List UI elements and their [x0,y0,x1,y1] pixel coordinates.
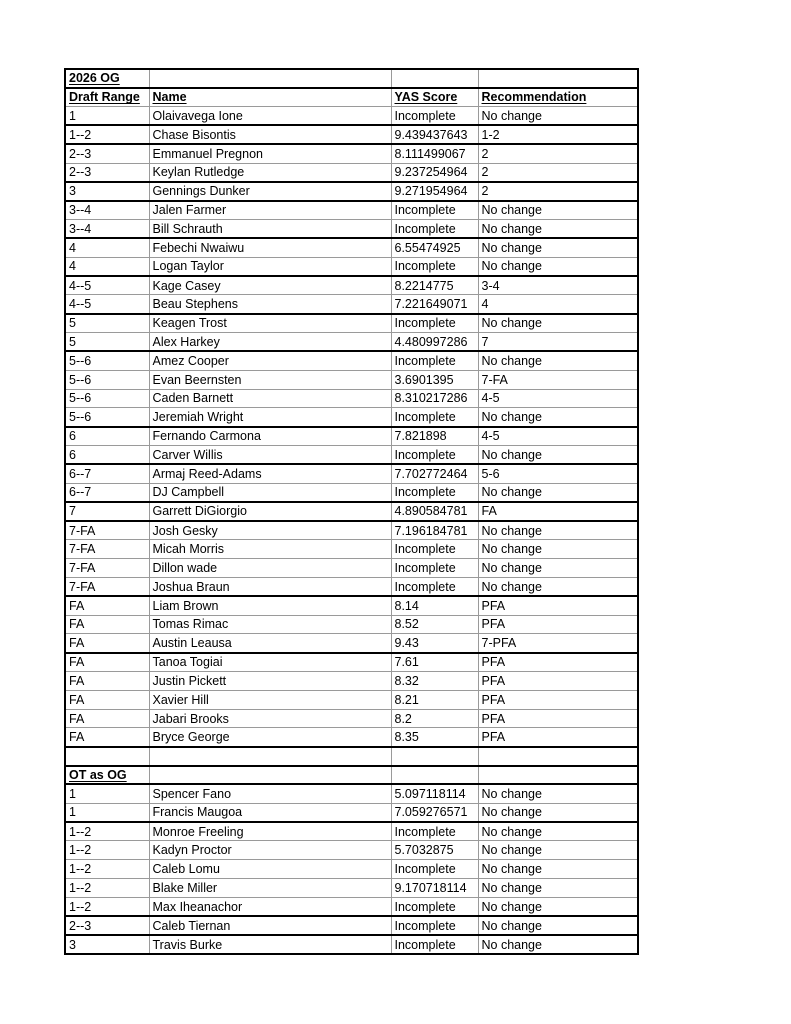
cell-name [149,766,391,785]
cell-yas-score: Incomplete [391,916,478,935]
cell-name: Carver Willis [149,446,391,465]
cell-yas-score: Incomplete [391,314,478,333]
cell-recommendation: PFA [478,728,638,747]
cell-name: Logan Taylor [149,257,391,276]
cell-recommendation [478,747,638,766]
cell-name: DJ Campbell [149,483,391,502]
cell-draft-range: 5 [65,333,149,352]
cell-recommendation: 7-FA [478,370,638,389]
cell-recommendation: 4-5 [478,427,638,446]
cell-draft-range: 1--2 [65,822,149,841]
table-row [65,446,638,465]
cell-name: Jabari Brooks [149,709,391,728]
table-row [65,464,638,483]
cell-draft-range: 4 [65,238,149,257]
cell-name: Micah Morris [149,540,391,559]
cell-name: Liam Brown [149,596,391,615]
cell-name: Evan Beernsten [149,370,391,389]
cell-yas-score: 8.2214775 [391,276,478,295]
table-body [65,69,638,954]
cell-draft-range: 5--6 [65,389,149,408]
cell-recommendation: PFA [478,690,638,709]
cell-recommendation: 7 [478,333,638,352]
cell-name: Francis Maugoa [149,803,391,822]
table-row [65,540,638,559]
cell-yas-score: Incomplete [391,577,478,596]
cell-draft-range: 1 [65,784,149,803]
cell-draft-range: 3--4 [65,201,149,220]
cell-name: Austin Leausa [149,634,391,653]
cell-draft-range: 1--2 [65,125,149,144]
cell-draft-range: 6--7 [65,464,149,483]
cell-draft-range: FA [65,728,149,747]
section-title-cell: 2026 OG [65,69,149,88]
cell-draft-range: 4 [65,257,149,276]
table-row [65,370,638,389]
cell-draft-range: FA [65,634,149,653]
cell-name: Beau Stephens [149,295,391,314]
column-header-yas-score: YAS Score [391,88,478,107]
table-row [65,803,638,822]
cell-yas-score: 9.170718114 [391,879,478,898]
cell-draft-range: 6 [65,427,149,446]
cell-recommendation: No change [478,351,638,370]
cell-name: Olaivavega Ione [149,107,391,126]
cell-yas-score: 7.821898 [391,427,478,446]
cell-yas-score: Incomplete [391,540,478,559]
cell-name: Dillon wade [149,559,391,578]
cell-recommendation: No change [478,540,638,559]
table-row [65,427,638,446]
table-row [65,897,638,916]
cell-recommendation: 4-5 [478,389,638,408]
table-row [65,615,638,634]
cell-name: Caleb Tiernan [149,916,391,935]
cell-name: Alex Harkey [149,333,391,352]
table-row [65,201,638,220]
cell-yas-score: 7.61 [391,653,478,672]
cell-draft-range: 3--4 [65,220,149,239]
cell-recommendation: No change [478,822,638,841]
cell-recommendation: 5-6 [478,464,638,483]
cell-yas-score: 8.310217286 [391,389,478,408]
table-row [65,784,638,803]
cell-draft-range: 4--5 [65,295,149,314]
cell-name: Joshua Braun [149,577,391,596]
cell-name: Jalen Farmer [149,201,391,220]
table-row [65,634,638,653]
cell-yas-score: Incomplete [391,408,478,427]
cell-name [149,69,391,88]
cell-draft-range: 4--5 [65,276,149,295]
table-row [65,596,638,615]
table-row [65,144,638,163]
cell-recommendation: No change [478,559,638,578]
cell-yas-score: Incomplete [391,483,478,502]
cell-recommendation [478,69,638,88]
cell-draft-range: 7 [65,502,149,521]
cell-yas-score: 4.890584781 [391,502,478,521]
cell-recommendation: No change [478,220,638,239]
table-row [65,314,638,333]
cell-yas-score: Incomplete [391,935,478,954]
cell-recommendation: No change [478,784,638,803]
cell-yas-score: 8.2 [391,709,478,728]
cell-yas-score: 9.439437643 [391,125,478,144]
cell-yas-score: Incomplete [391,446,478,465]
table-row [65,577,638,596]
cell-name: Armaj Reed-Adams [149,464,391,483]
cell-yas-score: Incomplete [391,897,478,916]
cell-draft-range: 5--6 [65,408,149,427]
cell-recommendation: No change [478,803,638,822]
table-row [65,841,638,860]
table-row [65,257,638,276]
table-row [65,653,638,672]
cell-name: Chase Bisontis [149,125,391,144]
cell-recommendation: No change [478,408,638,427]
cell-yas-score: Incomplete [391,107,478,126]
cell-name: Febechi Nwaiwu [149,238,391,257]
table-row [65,822,638,841]
table-row [65,690,638,709]
cell-name: Bill Schrauth [149,220,391,239]
cell-yas-score: 7.059276571 [391,803,478,822]
cell-yas-score: 8.52 [391,615,478,634]
cell-yas-score: Incomplete [391,559,478,578]
cell-name: Emmanuel Pregnon [149,144,391,163]
cell-recommendation: No change [478,935,638,954]
cell-draft-range: 6--7 [65,483,149,502]
cell-name: Josh Gesky [149,521,391,540]
cell-recommendation: PFA [478,653,638,672]
cell-draft-range: FA [65,615,149,634]
cell-recommendation: FA [478,502,638,521]
cell-recommendation: 1-2 [478,125,638,144]
table-row [65,879,638,898]
cell-recommendation: No change [478,897,638,916]
table-row [65,163,638,182]
cell-name: Jeremiah Wright [149,408,391,427]
cell-name: Travis Burke [149,935,391,954]
cell-name: Spencer Fano [149,784,391,803]
cell-draft-range: 6 [65,446,149,465]
cell-draft-range: 3 [65,182,149,201]
table-row [65,860,638,879]
table-row [65,333,638,352]
cell-recommendation: 3-4 [478,276,638,295]
cell-yas-score [391,69,478,88]
cell-recommendation: 2 [478,163,638,182]
cell-draft-range: 7-FA [65,577,149,596]
cell-name: Garrett DiGiorgio [149,502,391,521]
cell-draft-range [65,747,149,766]
cell-name: Tanoa Togiai [149,653,391,672]
cell-recommendation: 2 [478,182,638,201]
cell-yas-score: 9.271954964 [391,182,478,201]
cell-recommendation: No change [478,916,638,935]
cell-recommendation: No change [478,483,638,502]
cell-draft-range: FA [65,709,149,728]
cell-name: Keagen Trost [149,314,391,333]
cell-name: Tomas Rimac [149,615,391,634]
cell-yas-score: Incomplete [391,822,478,841]
cell-recommendation: 7-PFA [478,634,638,653]
column-header-row [65,88,638,107]
cell-name [149,747,391,766]
cell-draft-range: 1--2 [65,860,149,879]
cell-recommendation: No change [478,238,638,257]
table-row [65,220,638,239]
cell-draft-range: 7-FA [65,521,149,540]
cell-yas-score: 9.43 [391,634,478,653]
cell-name: Caden Barnett [149,389,391,408]
cell-draft-range: 1 [65,107,149,126]
cell-draft-range: 5--6 [65,370,149,389]
table-row [65,483,638,502]
cell-name: Blake Miller [149,879,391,898]
cell-recommendation: No change [478,446,638,465]
cell-name: Monroe Freeling [149,822,391,841]
cell-recommendation: No change [478,107,638,126]
column-header-name: Name [149,88,391,107]
column-header-draft-range: Draft Range [65,88,149,107]
cell-recommendation: No change [478,201,638,220]
cell-yas-score: 3.6901395 [391,370,478,389]
table-row [65,672,638,691]
cell-recommendation: PFA [478,615,638,634]
cell-name: Kadyn Proctor [149,841,391,860]
cell-draft-range: FA [65,690,149,709]
cell-recommendation: No change [478,257,638,276]
cell-name: Bryce George [149,728,391,747]
table-row [65,502,638,521]
draft-range-table [64,68,639,955]
cell-name: Amez Cooper [149,351,391,370]
cell-name: Fernando Carmona [149,427,391,446]
cell-yas-score: 8.14 [391,596,478,615]
cell-recommendation: No change [478,879,638,898]
cell-draft-range: 5 [65,314,149,333]
cell-recommendation: No change [478,577,638,596]
cell-yas-score: 7.702772464 [391,464,478,483]
cell-yas-score: 8.35 [391,728,478,747]
cell-draft-range: 7-FA [65,540,149,559]
cell-draft-range: 3 [65,935,149,954]
cell-yas-score: 6.55474925 [391,238,478,257]
cell-recommendation: No change [478,860,638,879]
table-row [65,408,638,427]
cell-name: Xavier Hill [149,690,391,709]
cell-name: Justin Pickett [149,672,391,691]
cell-draft-range: 1--2 [65,879,149,898]
cell-yas-score: Incomplete [391,220,478,239]
cell-draft-range: 1--2 [65,897,149,916]
cell-draft-range: 2--3 [65,163,149,182]
cell-recommendation: PFA [478,596,638,615]
cell-yas-score: 8.21 [391,690,478,709]
cell-draft-range: 2--3 [65,144,149,163]
table-row [65,107,638,126]
table-row [65,709,638,728]
table-row [65,182,638,201]
cell-name: Max Iheanachor [149,897,391,916]
empty-row [65,747,638,766]
cell-recommendation: No change [478,521,638,540]
cell-draft-range: 2--3 [65,916,149,935]
cell-draft-range: FA [65,672,149,691]
cell-yas-score: 8.111499067 [391,144,478,163]
cell-draft-range: 5--6 [65,351,149,370]
section-title-row [65,766,638,785]
table-row [65,935,638,954]
cell-yas-score: Incomplete [391,351,478,370]
table-row [65,728,638,747]
cell-yas-score: Incomplete [391,201,478,220]
table-row [65,276,638,295]
cell-name: Keylan Rutledge [149,163,391,182]
cell-draft-range: 7-FA [65,559,149,578]
cell-name: Gennings Dunker [149,182,391,201]
cell-recommendation: No change [478,841,638,860]
cell-draft-range: 1 [65,803,149,822]
cell-yas-score: Incomplete [391,257,478,276]
cell-yas-score: 4.480997286 [391,333,478,352]
table-row [65,351,638,370]
cell-yas-score: 7.196184781 [391,521,478,540]
cell-recommendation: PFA [478,709,638,728]
cell-yas-score: 8.32 [391,672,478,691]
cell-name: Kage Casey [149,276,391,295]
cell-yas-score [391,747,478,766]
cell-draft-range: FA [65,596,149,615]
cell-yas-score: 5.7032875 [391,841,478,860]
cell-recommendation: PFA [478,672,638,691]
cell-name: Caleb Lomu [149,860,391,879]
cell-yas-score: 5.097118114 [391,784,478,803]
table-row [65,125,638,144]
cell-yas-score [391,766,478,785]
cell-yas-score: 9.237254964 [391,163,478,182]
cell-draft-range: 1--2 [65,841,149,860]
table-row [65,916,638,935]
cell-recommendation: 4 [478,295,638,314]
table-row [65,521,638,540]
table-row [65,295,638,314]
cell-recommendation [478,766,638,785]
column-header-recommendation: Recommendation [478,88,638,107]
table-row [65,559,638,578]
cell-yas-score: Incomplete [391,860,478,879]
cell-yas-score: 7.221649071 [391,295,478,314]
table-row [65,389,638,408]
table-row [65,238,638,257]
cell-recommendation: 2 [478,144,638,163]
section-title-row [65,69,638,88]
cell-recommendation: No change [478,314,638,333]
cell-draft-range: FA [65,653,149,672]
section-title-cell: OT as OG [65,766,149,785]
